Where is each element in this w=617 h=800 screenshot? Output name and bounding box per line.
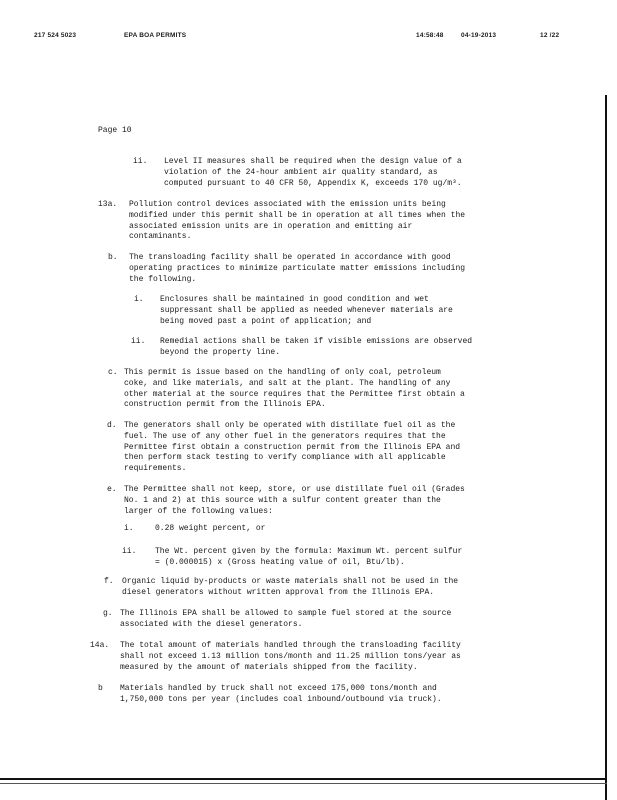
item-label: b. <box>108 253 118 262</box>
item-text: The Wt. percent given by the formula: Maximum Wt. percent sulfur = (0.000015) x (Gross heating value of oil, Btu/lb). <box>155 547 463 567</box>
item-text: Pollution control devices associated with the emission units being modified under this permit shall be in operation at all times when the associated emission units are in operation and emitting air contaminants. <box>129 200 466 242</box>
item-text: The Illinois EPA shall be allowed to sample fuel stored at the source associated with the diesel generators. <box>120 609 452 629</box>
item-text: Level II measures shall be required when the design value of a violation of the 24-hour ambient air quality standard, as computed pursuant to 40 CFR 50, Appendix K, exceeds 170 ug/m³. <box>164 157 462 188</box>
item-text: Enclosures shall be maintained in good condition and wet suppressant shall be applied as needed whenever materials are being moved past a point of application; and <box>160 295 453 326</box>
item-label: f. <box>104 577 114 586</box>
item-text: The total amount of materials handled through the transloading facility shall not exceed 1.13 million tons/month and 11.25 million tons/year as measured by the amount of materials shipped from the facility. <box>120 641 461 672</box>
item-label: g. <box>103 609 113 618</box>
fax-sender: EPA BOA PERMITS <box>124 32 187 39</box>
item-text: The Permittee shall not keep, store, or use distillate fuel oil (Grades No. 1 and 2) at this source with a sulfur content greater than the larger of the following values: <box>124 485 465 516</box>
item-label: 14a. <box>90 641 110 650</box>
item-label: b <box>98 684 103 693</box>
item-text: 0.28 weight percent, or <box>155 524 266 533</box>
item-label: ii. <box>131 337 146 346</box>
item-label: d. <box>107 421 117 430</box>
item-label: i. <box>124 524 134 533</box>
item-label: e. <box>107 485 117 494</box>
item-label: c. <box>108 368 118 377</box>
item-label: ii. <box>122 547 137 556</box>
fax-time: 14:58:48 <box>416 32 444 39</box>
item-text: Organic liquid by-products or waste materials shall not be used in the diesel generators without written approval from the Illinois EPA. <box>122 577 459 597</box>
fax-date: 04-19-2013 <box>461 32 497 39</box>
fax-phone-number: 217 524 5023 <box>34 32 77 39</box>
item-label: ii. <box>133 157 148 166</box>
item-text: The transloading facility shall be operated in accordance with good operating practices to minimize particulate matter emissions including the following. <box>129 253 466 284</box>
page-number: Page 10 <box>98 126 132 135</box>
item-label: i. <box>134 295 144 304</box>
item-text: Remedial actions shall be taken if visible emissions are observed beyond the property line. <box>160 337 473 357</box>
item-text: This permit is issue based on the handling of only coal, petroleum coke, and like materials, and salt at the plant. The handling of any other material at the source requires that the Permittee first obtain a construction permit from the Illinois EPA. <box>124 368 465 410</box>
fax-page-count: 12 /22 <box>540 32 560 39</box>
item-text: The generators shall only be operated with distillate fuel oil as the fuel. The use of any other fuel in the generators requires that the Permittee first obtain a construction permit from the Illinois EPA and then perform stack testing to verify compliance with all applicable requirements. <box>124 421 461 474</box>
item-text: Materials handled by truck shall not exceed 175,000 tons/month and 1,750,000 tons per year (includes coal inbound/outbound via truck). <box>120 684 442 704</box>
item-label: 13a. <box>98 200 118 209</box>
